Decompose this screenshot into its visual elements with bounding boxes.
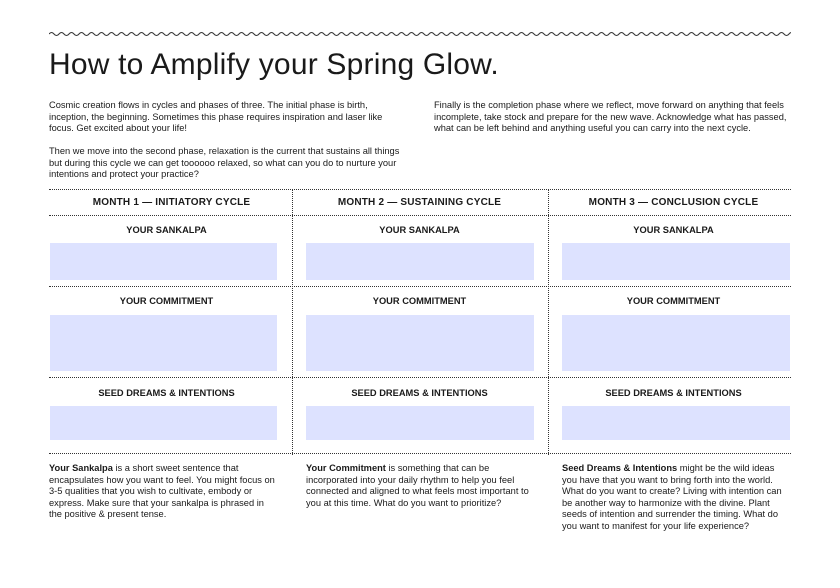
column-header-month-3: MONTH 3 — CONCLUSION CYCLE (588, 197, 759, 208)
seeds-text: might be the wild ideas you have that you want to bring forth into the world. What do you want to create? Living with intention can be another way to harmonize with the divine. Plant seeds of intention and surrender the timing. What do you want to manifest for your life experience? (562, 463, 782, 531)
header-divider-line (49, 215, 791, 216)
sankalpa-label-month-1: YOUR SANKALPA (126, 225, 207, 235)
sankalpa-label-month-2: YOUR SANKALPA (379, 225, 460, 235)
sankalpa-term: Your Sankalpa (49, 463, 113, 473)
seeds-label-month-2: SEED DREAMS & INTENTIONS (351, 388, 488, 398)
section-divider-line-2 (49, 377, 791, 378)
sankalpa-label-month-3: YOUR SANKALPA (633, 225, 714, 235)
commitment-description (306, 463, 531, 509)
planner-grid (49, 189, 791, 455)
commitment-input-month-1[interactable] (50, 315, 277, 371)
commitment-input-month-2[interactable] (306, 315, 534, 371)
seeds-input-month-2[interactable] (306, 406, 534, 440)
column-divider-1 (292, 189, 293, 455)
seeds-label-month-3: SEED DREAMS & INTENTIONS (605, 388, 742, 398)
commitment-text: is something that can be incorporated into your daily rhythm to help you feel connected and aligned to what feels most important to you at this time. What do you want to prioritize? (306, 463, 529, 508)
wavy-divider (49, 30, 791, 38)
sankalpa-input-month-2[interactable] (306, 243, 534, 280)
column-header-month-2: MONTH 2 — SUSTAINING CYCLE (337, 197, 502, 208)
intro-right (434, 100, 789, 146)
sankalpa-description (49, 463, 277, 521)
sankalpa-input-month-1[interactable] (50, 243, 277, 280)
grid-top-line (49, 189, 791, 190)
grid-bottom-line (49, 453, 791, 454)
seeds-input-month-3[interactable] (562, 406, 790, 440)
commitment-input-month-3[interactable] (562, 315, 790, 371)
intro-paragraph-1: Cosmic creation flows in cycles and phases of three. The initial phase is birth, inception, the beginning. Sometimes this phase requires inspiration and laser like focus. Get excited about your life! (49, 100, 383, 133)
sankalpa-input-month-3[interactable] (562, 243, 790, 280)
sankalpa-text: is a short sweet sentence that encapsulates how you want to feel. You might focus on 3-5 qualities that you wish to cultivate, embody or express. Make sure that your sankalpa is phrased in the positive & present tense. (49, 463, 275, 519)
seeds-term: Seed Dreams & Intentions (562, 463, 678, 473)
commitment-label-month-2: YOUR COMMITMENT (372, 296, 467, 306)
column-header-month-1: MONTH 1 — INITIATORY CYCLE (92, 197, 251, 208)
column-divider-2 (548, 189, 549, 455)
intro-left (49, 100, 404, 192)
intro-paragraph-2: Then we move into the second phase, relaxation is the current that sustains all things but during this cycle we can get toooooo relaxed, so what can you do to nurture your intentions and protect your practice? (49, 146, 400, 179)
page-title: How to Amplify your Spring Glow. (49, 48, 499, 81)
intro-paragraph-3: Finally is the completion phase where we reflect, move forward on anything that feels incomplete, take stock and prepare for the new wave. Acknowledge what has passed, what can be left behind and anything useful you can carry into the next cycle. (434, 100, 787, 133)
commitment-label-month-3: YOUR COMMITMENT (626, 296, 721, 306)
seeds-label-month-1: SEED DREAMS & INTENTIONS (98, 388, 235, 398)
commitment-term: Your Commitment (306, 463, 386, 473)
seeds-description (562, 463, 790, 532)
seeds-input-month-1[interactable] (50, 406, 277, 440)
commitment-label-month-1: YOUR COMMITMENT (119, 296, 214, 306)
section-divider-line-1 (49, 286, 791, 287)
